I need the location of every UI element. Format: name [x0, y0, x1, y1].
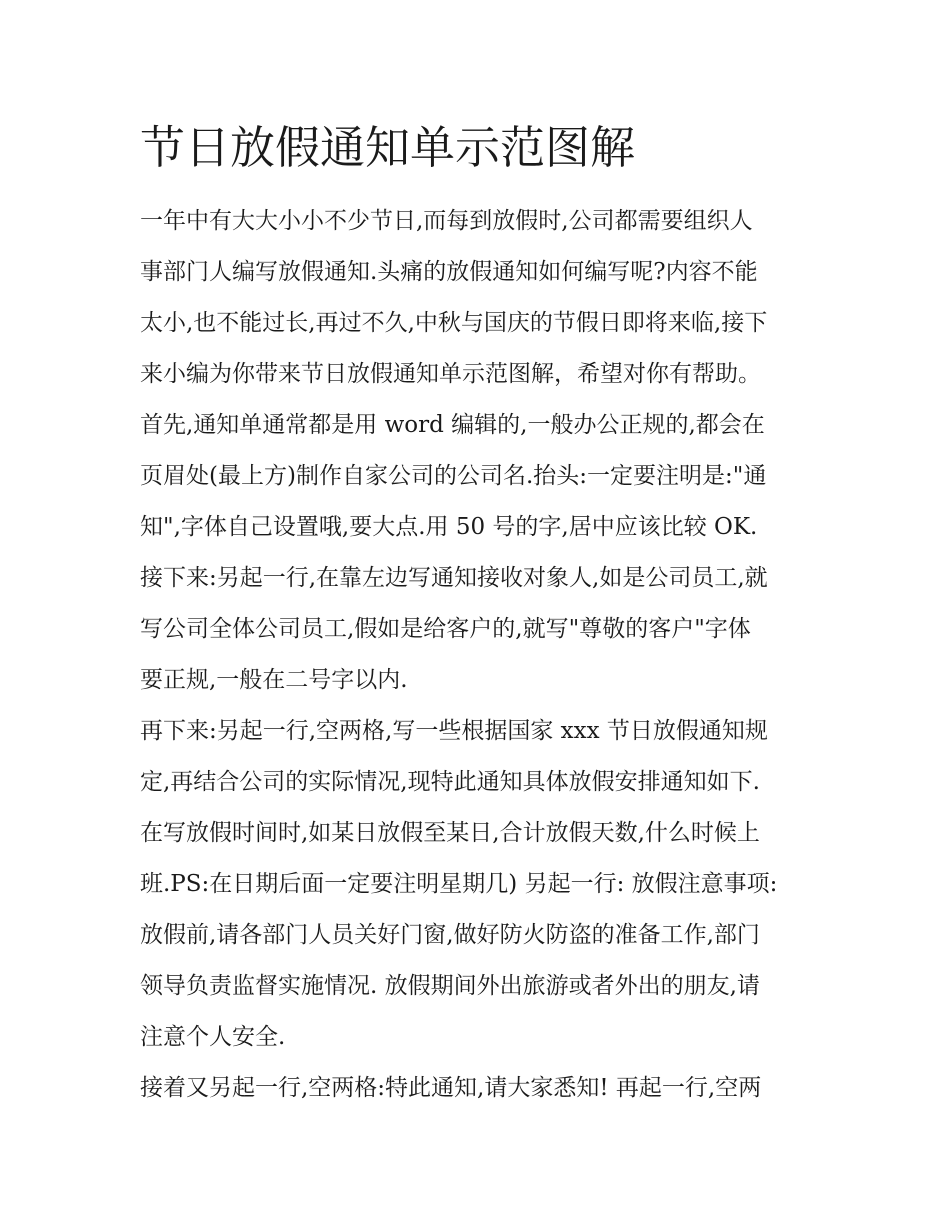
- paragraph-line: 注意个人安全.: [140, 1024, 286, 1050]
- paragraph-line: 领导负责监督实施情况. 放假期间外出旅游或者外出的朋友,请: [140, 973, 760, 999]
- paragraph-line: 班.PS:在日期后面一定要注明星期几) 另起一行: 放假注意事项:: [140, 871, 778, 897]
- paragraph-line: 事部门人编写放假通知.头痛的放假通知如何编写呢?内容不能: [140, 259, 758, 285]
- paragraph-line: 首先,通知单通常都是用 word 编辑的,一般办公正规的,都会在: [140, 412, 765, 438]
- paragraph-line: 再下来:另起一行,空两格,写一些根据国家 xxx 节日放假通知规: [140, 718, 768, 744]
- paragraph-line: 太小,也不能过长,再过不久,中秋与国庆的节假日即将来临,接下: [140, 310, 768, 336]
- paragraph-line: 写公司全体公司员工,假如是给客户的,就写"尊敬的客户"字体: [140, 616, 751, 642]
- paragraph-line: 一年中有大大小小不少节日,而每到放假时,公司都需要组织人: [140, 208, 753, 234]
- paragraph-line: 页眉处(最上方)制作自家公司的公司名.抬头:一定要注明是:"通: [140, 463, 767, 489]
- paragraph-line: 接着又另起一行,空两格:特此通知,请大家悉知! 再起一行,空两: [140, 1075, 762, 1101]
- page-title: 节日放假通知单示范图解: [140, 121, 636, 174]
- paragraph-line: 在写放假时间时,如某日放假至某日,合计放假天数,什么时候上: [140, 820, 760, 846]
- paragraph-line: 要正规,一般在二号字以内.: [140, 667, 408, 693]
- paragraph-line: 放假前,请各部门人员关好门窗,做好防火防盗的准备工作,部门: [140, 922, 760, 948]
- paragraph-line: 定,再结合公司的实际情况,现特此通知具体放假安排通知如下.: [140, 769, 760, 795]
- paragraph-line: 知",字体自己设置哦,要大点.用 50 号的字,居中应该比较 OK.: [140, 514, 758, 540]
- paragraph-line: 来小编为你带来节日放假通知单示范图解，希望对你有帮助。: [140, 361, 761, 387]
- paragraph-line: 接下来:另起一行,在靠左边写通知接收对象人,如是公司员工,就: [140, 565, 768, 591]
